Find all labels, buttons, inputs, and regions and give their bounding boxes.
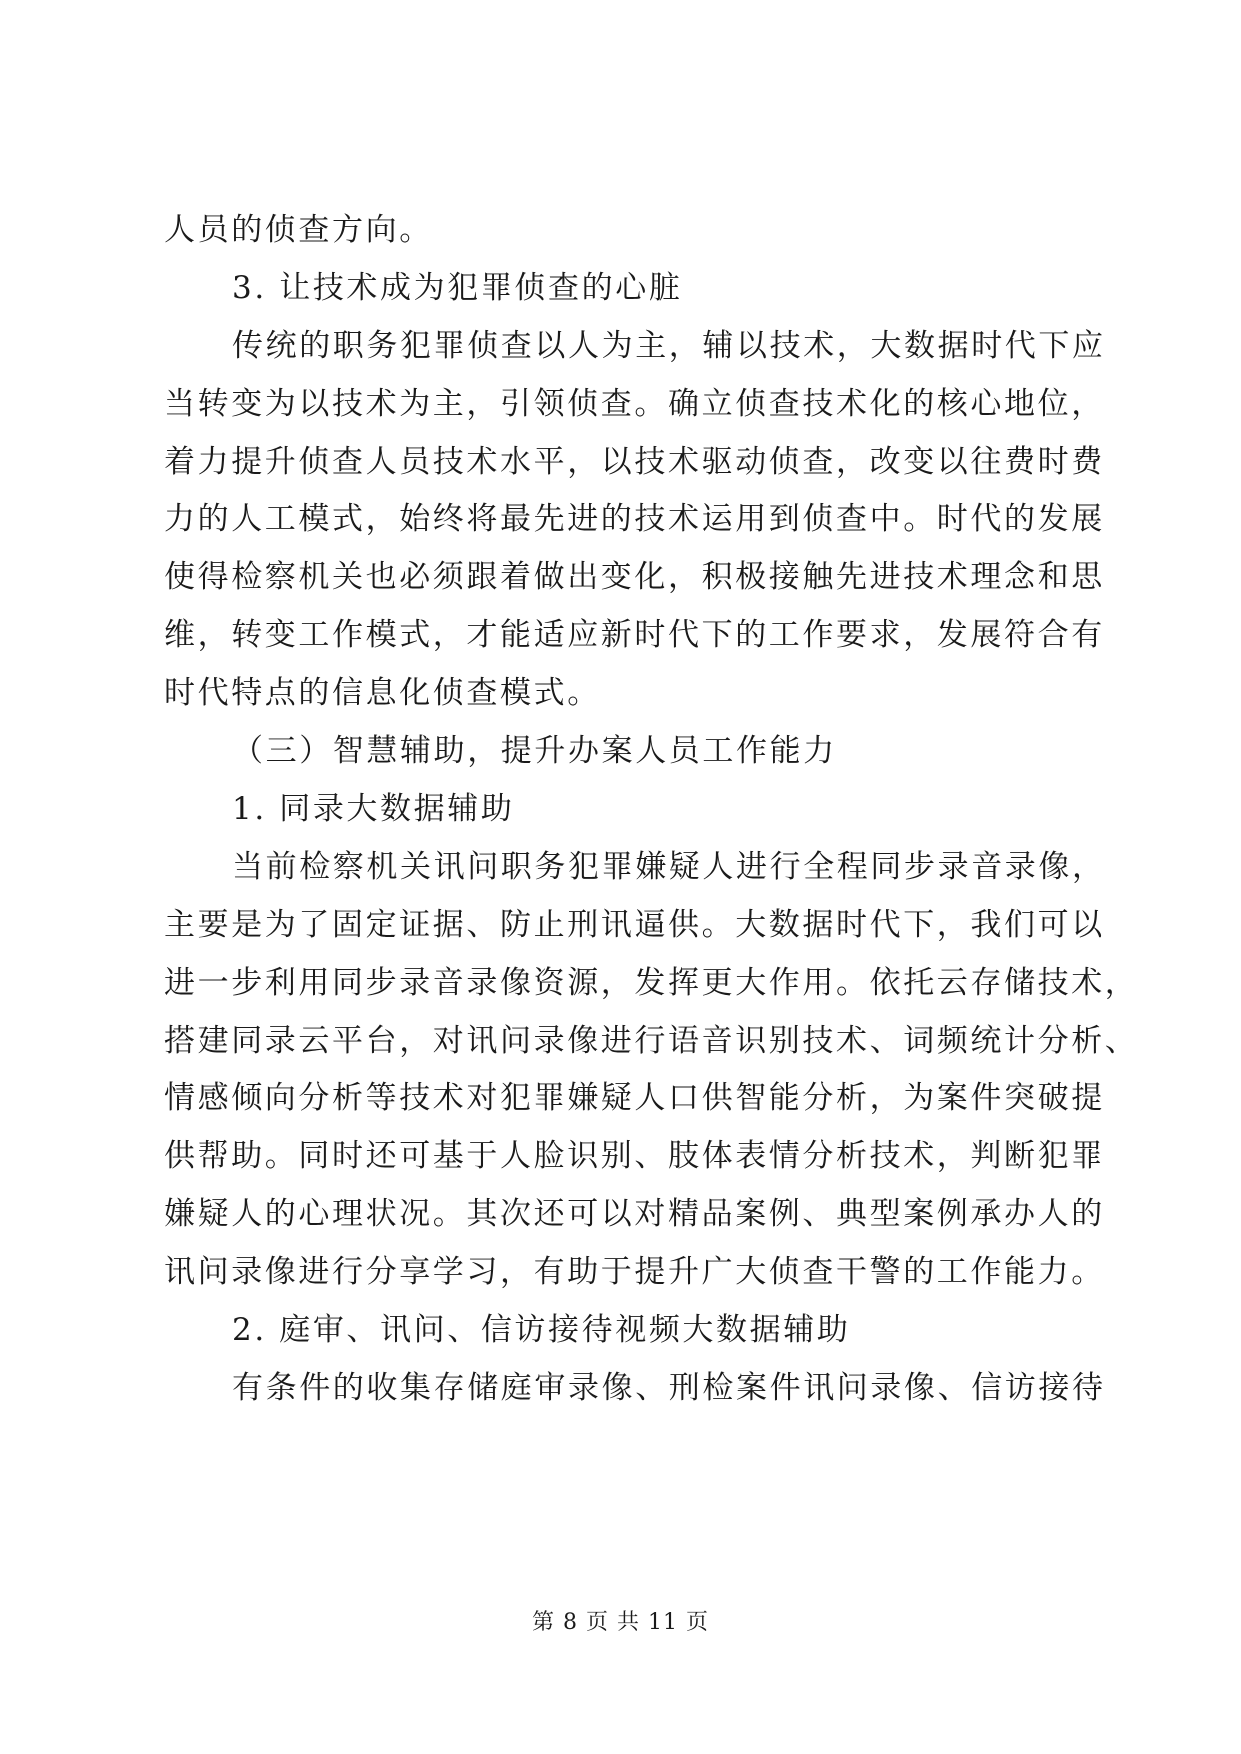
paragraph-line: 供帮助。同时还可基于人脸识别、肢体表情分析技术，判断犯罪 (164, 1138, 1105, 1174)
subheading: 1. 同录大数据辅助 (232, 791, 515, 827)
subheading: 2. 庭审、讯问、信访接待视频大数据辅助 (232, 1312, 851, 1348)
paragraph-line: 有条件的收集存储庭审录像、刑检案件讯问录像、信访接待 (232, 1370, 1106, 1406)
paragraph-line: 力的人工模式，始终将最先进的技术运用到侦查中。时代的发展 (164, 501, 1105, 537)
page-number-footer: 第 8 页 共 11 页 (532, 1610, 709, 1635)
paragraph-line: 进一步利用同步录音录像资源，发挥更大作用。依托云存储技术， (164, 965, 1139, 1001)
paragraph-line: 讯问录像进行分享学习，有助于提升广大侦查干警的工作能力。 (164, 1254, 1105, 1290)
paragraph-line: 当前检察机关讯问职务犯罪嫌疑人进行全程同步录音录像， (232, 849, 1106, 885)
paragraph-line: 人员的侦查方向。 (164, 212, 433, 248)
paragraph-line: 嫌疑人的心理状况。其次还可以对精品案例、典型案例承办人的 (164, 1196, 1105, 1232)
paragraph-line: 使得检察机关也必须跟着做出变化，积极接触先进技术理念和思 (164, 559, 1105, 595)
paragraph-line: 情感倾向分析等技术对犯罪嫌疑人口供智能分析，为案件突破提 (164, 1080, 1105, 1116)
paragraph-line: 当转变为以技术为主，引领侦查。确立侦查技术化的核心地位， (164, 386, 1105, 422)
paragraph-line: 维，转变工作模式，才能适应新时代下的工作要求，发展符合有 (164, 617, 1105, 653)
paragraph-line: 时代特点的信息化侦查模式。 (164, 675, 601, 711)
paragraph-line: 主要是为了固定证据、防止刑讯逼供。大数据时代下，我们可以 (164, 907, 1105, 943)
subheading: 3. 让技术成为犯罪侦查的心脏 (232, 270, 683, 306)
paragraph-line: 搭建同录云平台，对讯问录像进行语音识别技术、词频统计分析、 (164, 1023, 1139, 1059)
paragraph-line: 着力提升侦查人员技术水平，以技术驱动侦查，改变以往费时费 (164, 444, 1105, 480)
section-heading: （三）智慧辅助，提升办案人员工作能力 (232, 733, 837, 769)
paragraph-line: 传统的职务犯罪侦查以人为主，辅以技术，大数据时代下应 (232, 328, 1106, 364)
